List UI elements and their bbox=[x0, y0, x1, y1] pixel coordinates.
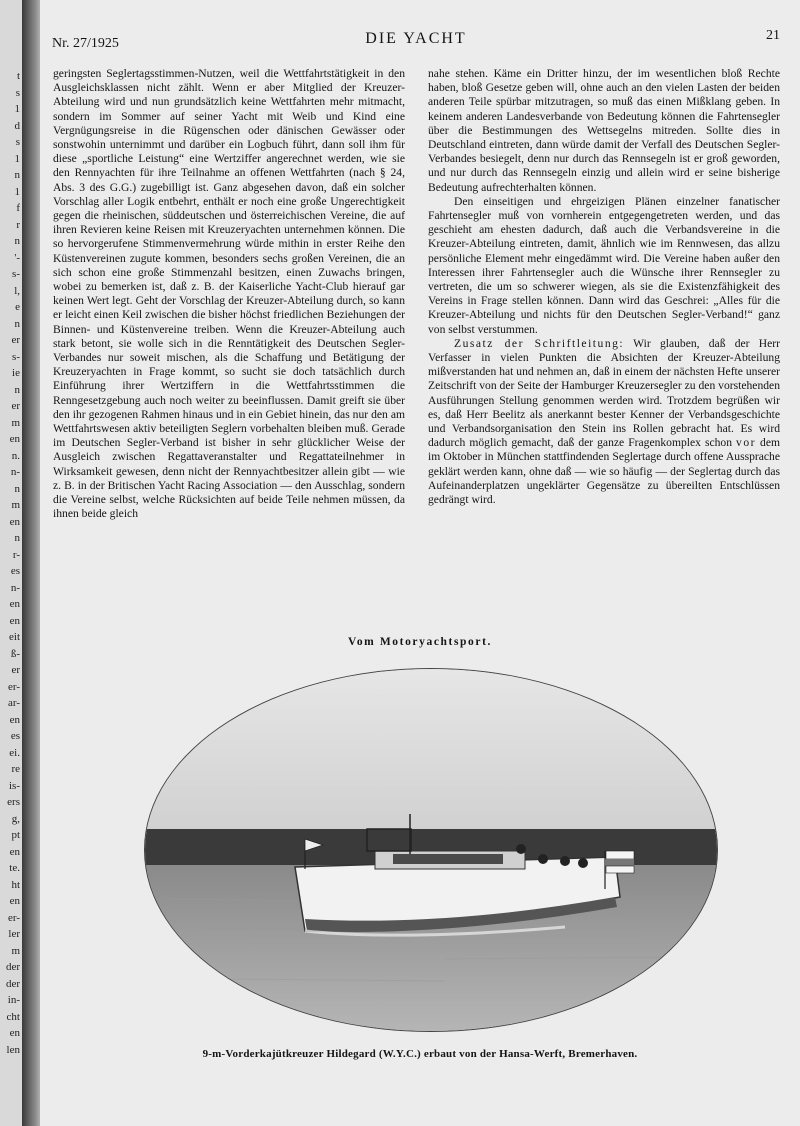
prev-page-fragment: er bbox=[11, 664, 20, 676]
previous-page-strip bbox=[0, 0, 22, 1126]
prev-page-fragment: eit bbox=[9, 631, 20, 643]
prev-page-fragment: s bbox=[15, 86, 20, 99]
prev-page-fragment: s bbox=[15, 136, 20, 148]
prev-page-fragment: cht bbox=[6, 1010, 20, 1023]
prev-page-fragment: t bbox=[16, 70, 20, 82]
prev-page-fragment: der bbox=[5, 977, 20, 990]
prev-page-fragment: m bbox=[11, 499, 20, 511]
issue-number: Nr. 27/1925 bbox=[52, 36, 119, 51]
prev-page-fragment: 1 bbox=[14, 103, 20, 115]
prev-page-fragment: f bbox=[16, 202, 20, 214]
editorial-note-tail: dem im Oktober in München stattfindenden Seglertage durch offene Aussprache geklärt werden kann, ohne daß — wie so häufig — der Seglertag durch das Aufeinanderplatzen ungeklärter Gegensätze zu übereilten Entschlüssen gedrängt wird. bbox=[428, 436, 780, 507]
prev-page-fragment: n bbox=[14, 169, 20, 181]
prev-page-fragment: s- bbox=[12, 268, 20, 280]
prev-page-fragment: es bbox=[10, 730, 20, 742]
prev-page-fragment: pt bbox=[11, 829, 20, 841]
prev-page-fragment: en bbox=[9, 1027, 20, 1039]
prev-page-fragment: en bbox=[9, 515, 20, 528]
prev-page-fragment: ar- bbox=[8, 697, 20, 709]
prev-page-fragment: d bbox=[14, 119, 20, 132]
prev-page-fragment: 1 bbox=[14, 185, 20, 198]
figure-caption: 9-m-Vorderkajütkreuzer Hildegard (W.Y.C.) erbaut von der Hansa-Werft, Bremerhaven. bbox=[202, 1048, 638, 1060]
journal-title: DIE YACHT bbox=[365, 30, 467, 47]
right-paragraph-2: Den einseitigen und ehrgeizigen Plänen einzelner fanatischer Fahrtensegler muß von vornherein entgegengetreten werden, und das geschieht am ehesten dadurch, daß auch die Verbandsvereine in die Kreuzer-Abteilung eintreten, damit, ähnlich wie im Rennwesen, das allzu persönliche Element mehr eingedämmt wird. Die Vereine haben außer den Interessen ihrer Fahrtensegler auch die Wünsche ihrer Rennsegler zu vertreten, die um so schwerer wiegen, als sie die Existenzfähigkeit des Vereins in Frage stellen können. Dann wird das Geschrei: „Alles für die Kreuzer-Abteilung und nichts für den Deutschen Segler-Verband!“ ganz von selbst verstummen. bbox=[428, 194, 780, 336]
right-paragraph-1: nahe stehen. Käme ein Dritter hinzu, der im wesentlichen bloß Rechte haben, bloß Gesetze geben will, ohne auch an den vielen Lasten der beiden anderen Teile spürbar mitzutragen, so muß das einen Mißklang geben. In keinem anderen Landesverbande von Bedeutung können die Fahrtensegler über die Bestimmungen des Wettsegelns mitreden. Sollte dies in Deutschland eintreten, dann würde damit der Verfall des Deutschen Segler-Verbandes besiegelt, denn nur durch das Rennsegeln ist er groß geworden, und nur durch das Rennsegeln einzig und allein wird er seine bisherige Bedeutung aufrechterhalten können. bbox=[428, 67, 780, 194]
prev-page-fragment: n bbox=[14, 532, 20, 544]
prev-page-fragment: is- bbox=[9, 779, 20, 792]
editorial-note-label: Zusatz der Schriftleitung: bbox=[454, 336, 625, 350]
prev-page-fragment: l, bbox=[14, 284, 20, 297]
prev-page-fragment: ht bbox=[11, 878, 20, 891]
prev-page-fragment: der bbox=[5, 961, 20, 973]
prev-page-fragment: en bbox=[9, 614, 20, 627]
prev-page-fragment: n- bbox=[10, 466, 20, 478]
editorial-note-text: Wir glauben, daß der Herr Verfasser in vielen Punkten die Absichten der Kreuzer-Abteilung mißverstanden hat und nehmen an, daß in einem der nächsten Hefte unserer Zeitschrift von der Seite der Hamburger Kreuzersegler zu den vorstehenden Ausführungen Stellung genommen werden wird. Trotzdem begrüßen wir es, daß Herr Beelitz als anerkannt bester Kenner der Verbandsgeschichte und Verbandsorganisation den Stein ins Rollen gebracht hat. Es wird dadurch möglich gemacht, daß der ganze Fragenkomplex schon bbox=[428, 336, 780, 450]
prev-page-fragment: m bbox=[11, 944, 20, 957]
prev-page-fragment: m bbox=[11, 416, 20, 429]
prev-page-fragment: n bbox=[14, 482, 20, 495]
prev-page-fragment: r bbox=[16, 218, 20, 231]
prev-page-fragment: re bbox=[11, 763, 20, 775]
motor-yacht-photo bbox=[144, 668, 718, 1032]
prev-page-fragment: er bbox=[11, 400, 20, 412]
prev-page-fragment: te. bbox=[9, 862, 20, 874]
prev-page-fragment: n bbox=[14, 383, 20, 396]
prev-page-fragment: e bbox=[15, 301, 20, 313]
prev-page-fragment: er- bbox=[8, 911, 20, 924]
prev-page-fragment: n. bbox=[11, 449, 20, 462]
page bbox=[40, 0, 800, 1126]
page-header bbox=[52, 28, 780, 52]
prev-page-fragment: s- bbox=[12, 350, 20, 363]
prev-page-fragment: ler bbox=[8, 928, 20, 940]
prev-page-fragment: en bbox=[9, 598, 20, 610]
right-column bbox=[428, 67, 780, 507]
left-paragraph: geringsten Seglertagsstimmen-Nutzen, weil die Wettfahrtstätigkeit in den Ausgleichsklassen nicht zählt. Wenn er aber Mitglied der Kreuzer-Abteilung wird und nun grundsätzlich keine Wettfahrten mehr mitmacht, sondern im Sommer auf seiner Yacht mit Weib und Kind eine Vergnügungsreise in die Rügenschen oder dänischen Gewässer oder sonstwohin unternimmt und darüber ein Logbuch führt, dann soll ihm für diese „sportliche Leistung“ eine Wertziffer angerechnet werden, wie sie den Rennyachten für ihre Teilnahme an offenen Wettfahrten (nach § 24, Abs. 3 des G.G.) zugebilligt ist. Ganz abgesehen davon, daß ein solcher Vorschlag aller Logik entbehrt, enthält er noch eine große Ungerechtigkeit gegen die rheinischen, süddeutschen und österreichischen Vereine, die auf ihren Revieren keine Reisen mit Kreuzeryachten unternehmen können. Die so hervorgerufene Stimmenvermehrung würde mithin in erster Reihe den Küstenvereinen zugute kommen, besonders sechs großen Vereinen, die an sich schon eine große Stimmenzahl besitzen, einen Zuwachs bringen, wobei zu bemerken ist, daß z. B. der Kaiserliche Yacht-Club hierauf gar keinen Wert legt. Geht der Vorschlag der Kreuzer-Abteilung durch, so kann er leicht einen Keil zwischen die bisher höchst friedlichen Beziehungen der Binnen- und Küstenvereine treiben. Wenn die Kreuzer-Abteilung auch stark betont, sie wolle sich in die Renntätigkeit des Deutschen Segler-Verbandes nur soweit mischen, als die Schaffung und Betätigung der Kreuzeryachten in Frage kommt, so sucht sie doch tatsächlich durch Einführung ihrer Wertziffern in die Wettfahrtsstimmen die Renngesetzgebung auch noch weiter zu beeinflussen. Damit greift sie über den ihr gezogenen Rahmen hinaus und in ein Gebiet hinein, das nur den am Wettfahrtswesen aktiv beteiligten Seglern vorbehalten bleiben muß. Gerade im Deutschen Segler-Verband ist bisher in sehr glücklicher Weise der Ausgleich zwischen Regattaveranstalter und Regattateilnehmer in Wirksamkeit gewesen, denn nicht der Rennyachtbesitzer allein gibt — wie z. B. in der Britischen Yacht Racing Association — den Ausschlag, sondern die Vereine selbst, welche Rücksichten auf beide Teile nehmen müssen, da ihnen beide gleich bbox=[53, 67, 405, 521]
prev-page-fragment: ie bbox=[12, 367, 20, 379]
prev-page-fragment: n bbox=[14, 235, 20, 247]
prev-page-fragment: en bbox=[9, 895, 20, 907]
motor-yacht-image bbox=[145, 669, 717, 1031]
prev-page-fragment: ei. bbox=[9, 746, 20, 759]
prev-page-fragment: len bbox=[6, 1043, 20, 1056]
prev-page-fragment: en bbox=[9, 433, 20, 445]
editorial-note-emphasis: vor bbox=[736, 436, 757, 450]
prev-page-fragment: ers bbox=[7, 796, 20, 808]
prev-page-fragment: es bbox=[10, 565, 20, 577]
page-number: 21 bbox=[766, 28, 780, 43]
prev-page-fragment: en bbox=[9, 845, 20, 858]
prev-page-fragment: n bbox=[14, 317, 20, 330]
prev-page-fragment: er- bbox=[8, 680, 20, 693]
prev-page-fragment: en bbox=[9, 713, 20, 726]
prev-page-fragment: er bbox=[11, 334, 20, 346]
prev-page-fragment: 1 bbox=[14, 152, 20, 165]
editorial-note bbox=[428, 337, 780, 507]
prev-page-fragment: r- bbox=[12, 548, 20, 561]
left-column bbox=[53, 67, 405, 522]
prev-page-fragment: '- bbox=[14, 251, 20, 264]
prev-page-fragment: in- bbox=[7, 994, 20, 1006]
figure-title: Vom Motoryachtsport. bbox=[347, 636, 492, 648]
prev-page-fragment: ß- bbox=[10, 647, 20, 660]
prev-page-fragment: n- bbox=[10, 581, 20, 594]
prev-page-fragment: g, bbox=[11, 812, 20, 825]
